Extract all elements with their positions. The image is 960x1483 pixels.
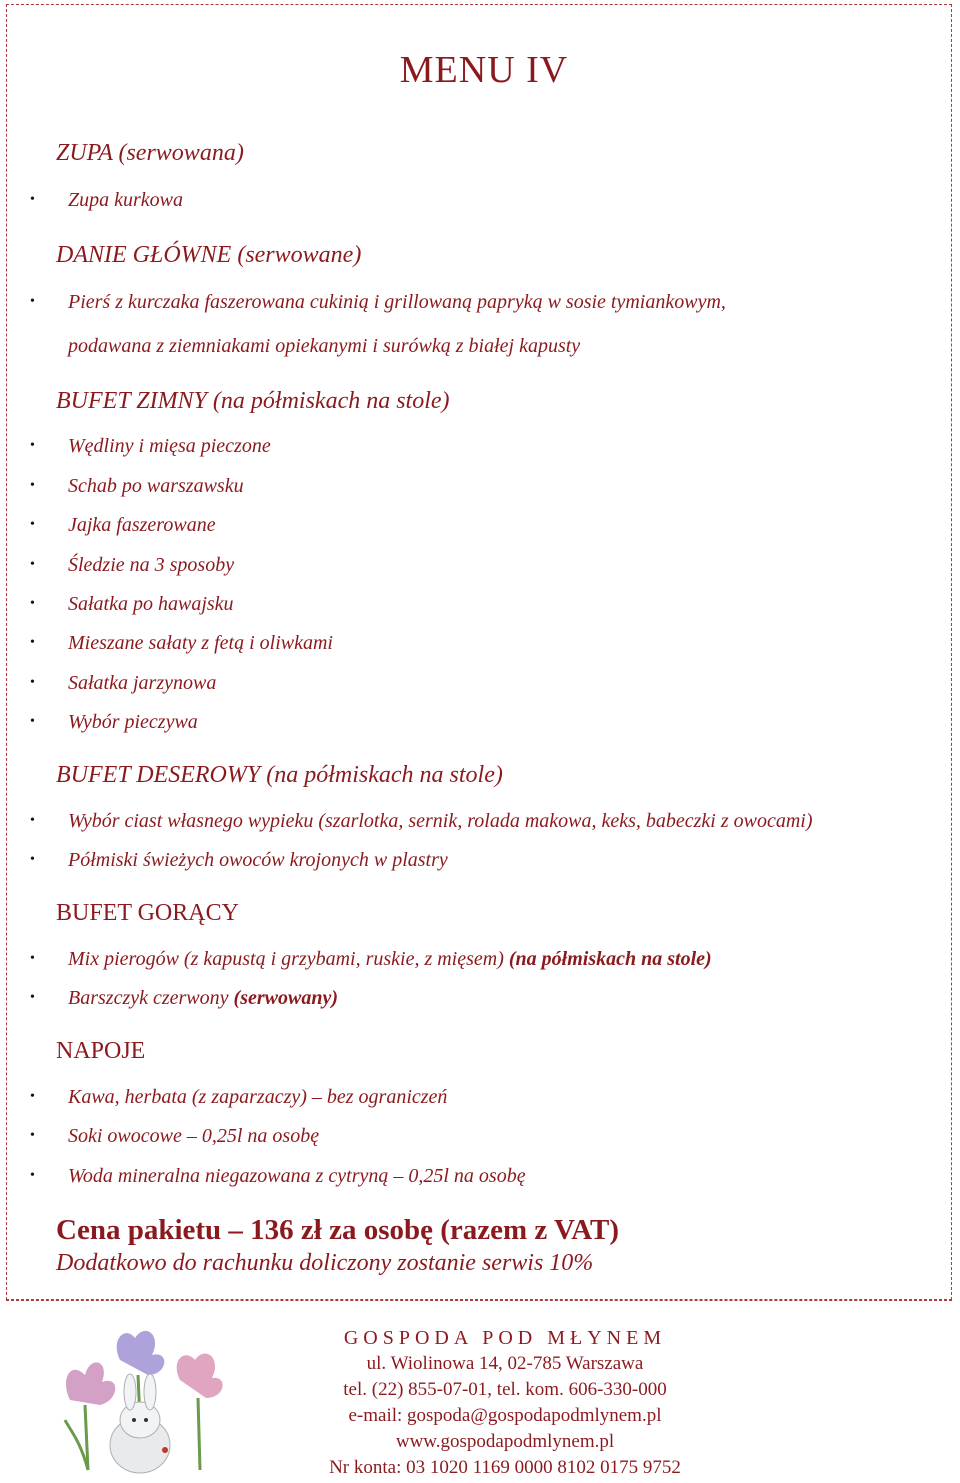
bullet-icon: • [30,852,35,867]
service-charge-note: Dodatkowo do rachunku doliczony zostanie serwis 10% [56,1250,594,1276]
bullet-icon: • [30,1168,35,1183]
bullet-icon: • [30,294,35,309]
bullet-icon: • [30,714,35,729]
bank-account: Nr konta: 03 1020 1169 0000 8102 0175 9752 [329,1457,681,1478]
section-heading-dessert: BUFET DESEROWY (na półmiskach na stole) [56,762,503,788]
section-heading-soup: ZUPA (serwowana) [56,140,244,166]
package-price: Cena pakietu – 136 zł za osobę (razem z VAT) [56,1214,620,1246]
section-heading-hot: BUFET GORĄCY [56,900,239,926]
bullet-icon: • [30,951,35,966]
section-heading-cold: BUFET ZIMNY (na półmiskach na stole) [56,388,450,414]
website-link[interactable]: www.gospodapodmlynem.pl [395,1431,615,1452]
bullet-icon: • [30,635,35,650]
address: ul. Wiolinowa 14, 02-785 Warszawa [366,1353,644,1374]
bullet-icon: • [30,596,35,611]
bullet-icon: • [30,478,35,493]
bullet-icon: • [30,1128,35,1143]
menu-title: MENU IV [399,49,569,91]
phone: tel. (22) 855-07-01, tel. kom. 606-330-000 [343,1379,667,1400]
iris-flower-icon [65,1362,115,1470]
section-heading-drinks: NAPOJE [56,1038,146,1064]
bullet-icon: • [30,675,35,690]
footer-divider [6,1300,952,1301]
bullet-icon: • [30,192,35,207]
email[interactable]: e-mail: gospoda@gospodapodmlynem.pl [348,1405,662,1426]
iris-flower-icon [177,1353,223,1470]
flowers-and-bunny-illustration [40,1320,240,1480]
contact-block [290,1325,720,1481]
bullet-icon: • [30,1089,35,1104]
bullet-icon: • [30,517,35,532]
section-heading-main: DANIE GŁÓWNE (serwowane) [56,242,362,268]
restaurant-name: GOSPODA POD MŁYNEM [343,1327,667,1349]
bullet-icon: • [30,557,35,572]
bullet-icon: • [30,990,35,1005]
bullet-icon: • [30,438,35,453]
bullet-icon: • [30,813,35,828]
